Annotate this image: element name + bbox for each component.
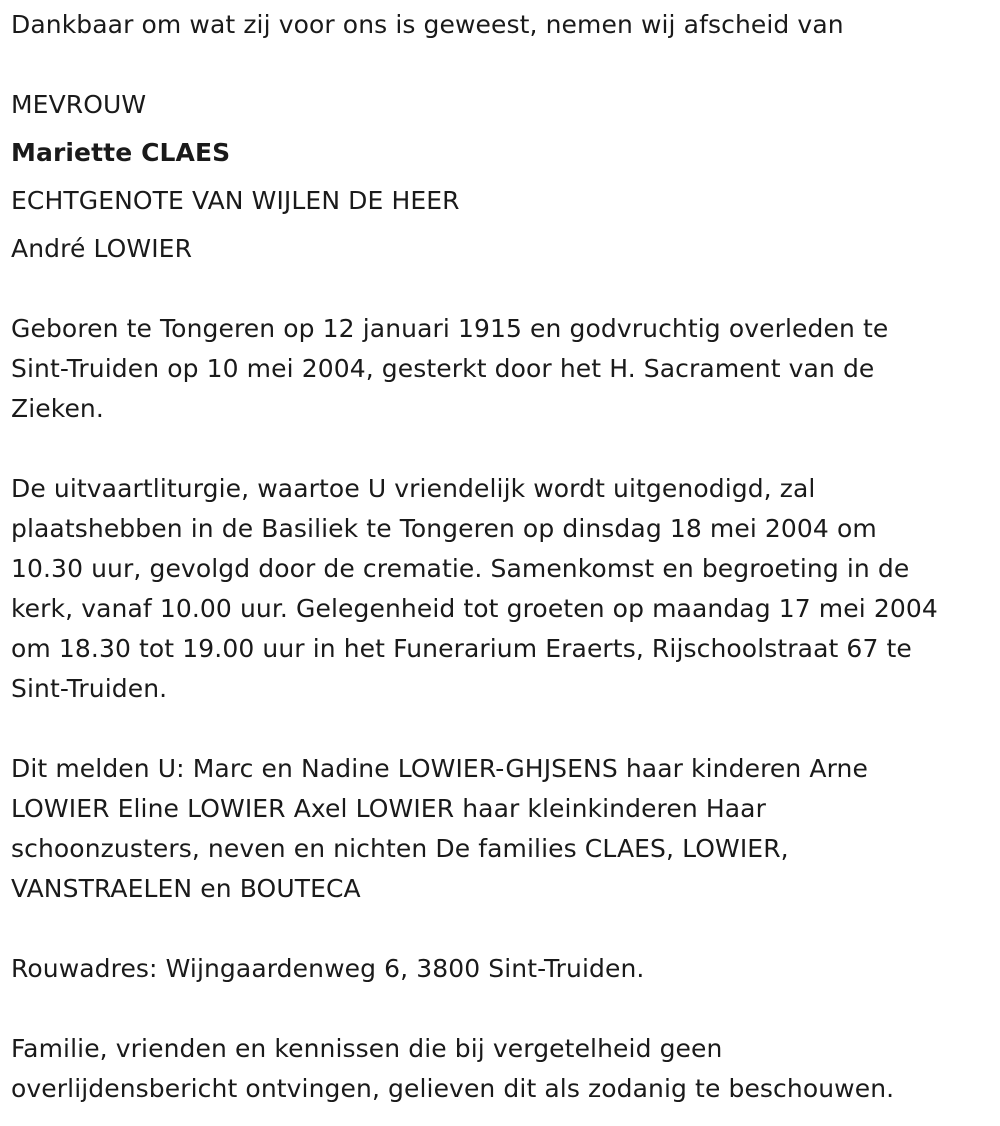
paragraph-line: De uitvaartliturgie, waartoe U vriendelijk wordt uitgenodigd, zal (11, 474, 816, 503)
paragraph-line: 10.30 uur, gevolgd door de crematie. Samenkomst en begroeting in de (11, 554, 910, 583)
paragraph-line: LOWIER Eline LOWIER Axel LOWIER haar kleinkinderen Haar (11, 794, 766, 823)
paragraph-line: schoonzusters, neven en nichten De families CLAES, LOWIER, (11, 834, 789, 863)
paragraph-line: plaatshebben in de Basiliek te Tongeren op dinsdag 18 mei 2004 om (11, 514, 877, 543)
paragraph-line: Zieken. (11, 394, 104, 423)
spouse-label: ECHTGENOTE VAN WIJLEN DE HEER (11, 186, 460, 215)
paragraph-line: VANSTRAELEN en BOUTECA (11, 874, 361, 903)
deceased-name: Mariette CLAES (11, 138, 231, 167)
mourning-address: Rouwadres: Wijngaardenweg 6, 3800 Sint-Truiden. (11, 954, 645, 983)
paragraph-line: Sint-Truiden. (11, 674, 168, 703)
paragraph-line: Geboren te Tongeren op 12 januari 1915 en godvruchtig overleden te (11, 314, 889, 343)
paragraph-line: Sint-Truiden op 10 mei 2004, gesterkt door het H. Sacrament van de (11, 354, 875, 383)
paragraph-line: om 18.30 tot 19.00 uur in het Funerarium Eraerts, Rijschoolstraat 67 te (11, 634, 912, 663)
title-prefix: MEVROUW (11, 90, 147, 119)
paragraph-line: kerk, vanaf 10.00 uur. Gelegenheid tot groeten op maandag 17 mei 2004 (11, 594, 938, 623)
paragraph-line: Dit melden U: Marc en Nadine LOWIER-GHJSENS haar kinderen Arne (11, 754, 868, 783)
paragraph-line: Familie, vrienden en kennissen die bij vergetelheid geen (11, 1034, 723, 1063)
spouse-name: André LOWIER (11, 234, 193, 263)
paragraph-line: overlijdensbericht ontvingen, gelieven dit als zodanig te beschouwen. (11, 1074, 895, 1103)
intro-text: Dankbaar om wat zij voor ons is geweest, nemen wij afscheid van (11, 10, 844, 39)
